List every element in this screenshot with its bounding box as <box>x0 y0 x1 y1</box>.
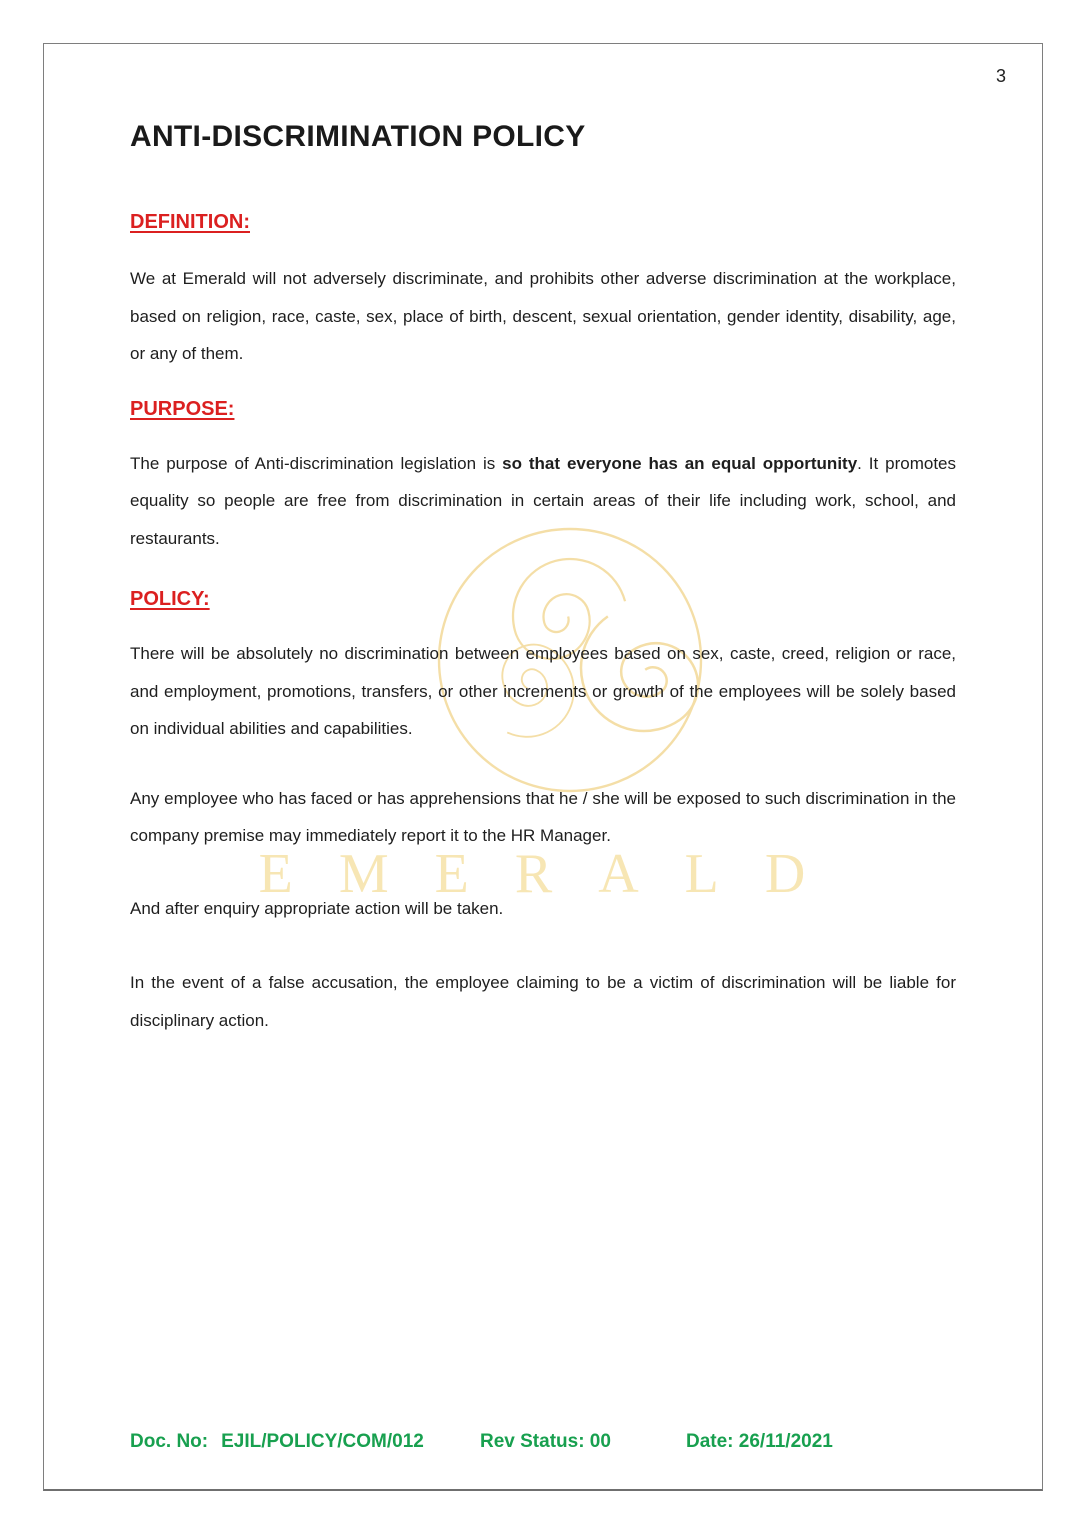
emerald-watermark-text: EMERALD <box>258 843 852 905</box>
purpose-text-bold: so that everyone has an equal opportunity <box>502 453 858 473</box>
footer-doc-no <box>130 1431 424 1453</box>
page-number: 3 <box>996 66 1007 86</box>
purpose-text-pre: The purpose of Anti-discrimination legislation is <box>130 453 503 473</box>
document-footer <box>130 1431 990 1461</box>
purpose-paragraph <box>130 445 956 558</box>
footer-rev-status: Rev Status: 00 <box>480 1431 611 1452</box>
page-title: ANTI-DISCRIMINATION POLICY <box>130 120 586 153</box>
section-heading-purpose: PURPOSE: <box>130 397 235 420</box>
policy-paragraph-3: And after enquiry appropriate action will be taken. <box>130 898 504 918</box>
policy-paragraph-4: In the event of a false accusation, the employee claiming to be a victim of discrimination will be liable for disciplinary action. <box>130 973 956 1030</box>
definition-paragraph: We at Emerald will not adversely discriminate, and prohibits other adverse discrimination at the workplace, based on religion, race, caste, sex, place of birth, descent, sexual orientation, gender identity, disability, age, or any of them. <box>130 269 956 363</box>
section-heading-definition: DEFINITION: <box>130 211 250 233</box>
policy-paragraph-1: There will be absolutely no discrimination between employees based on sex, caste, creed, religion or race, and employment, promotions, transfers, or other increments or growth of the employees will be solely based on individual abilities and capabilities. <box>130 644 956 738</box>
footer-doc-no-label: Doc. No: <box>130 1431 209 1452</box>
section-heading-policy: POLICY: <box>130 588 210 610</box>
policy-paragraph-2: Any employee who has faced or has apprehensions that he / she will be exposed to such discrimination in the company premise may immediately report it to the HR Manager. <box>130 788 956 845</box>
footer-date: Date: 26/11/2021 <box>686 1431 833 1452</box>
footer-doc-no-value: EJIL/POLICY/COM/012 <box>221 1431 424 1452</box>
purpose-text-post: . It promotes equality so people are free from discrimination in certain areas of their life including work, school, and restaurants. <box>130 453 956 548</box>
document-content <box>130 0 956 1039</box>
